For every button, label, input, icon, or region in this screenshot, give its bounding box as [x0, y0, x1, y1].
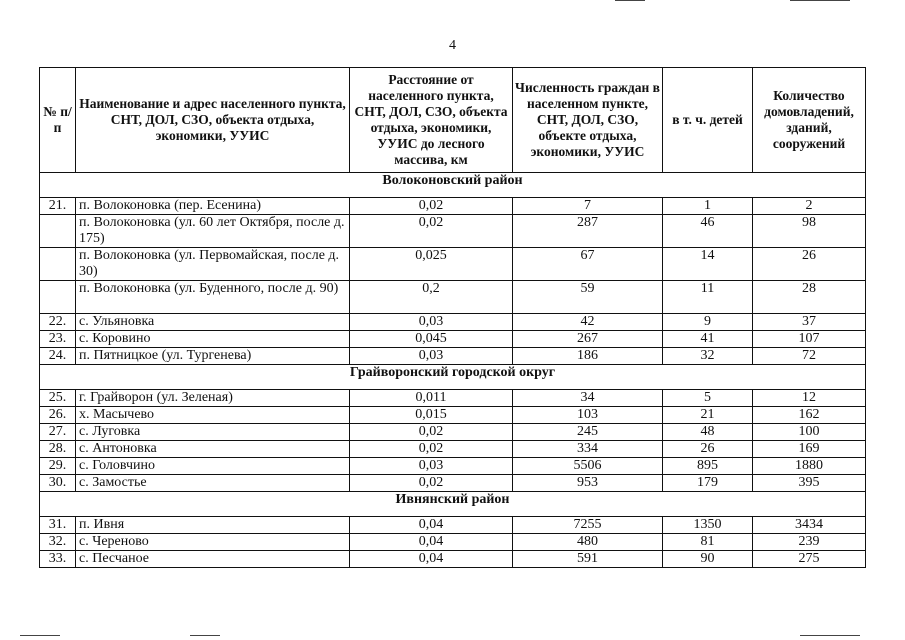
- cell-num: 25.: [40, 390, 76, 407]
- cell-num: 21.: [40, 198, 76, 215]
- scan-edge-mark: [615, 0, 645, 1]
- cell-name: с. Песчаное: [76, 551, 350, 568]
- cell-name: с. Ульяновка: [76, 314, 350, 331]
- cell-num: 29.: [40, 458, 76, 475]
- cell-population: 591: [513, 551, 663, 568]
- cell-households: 100: [753, 424, 866, 441]
- cell-children: 32: [663, 348, 753, 365]
- cell-households: 162: [753, 407, 866, 424]
- cell-population: 334: [513, 441, 663, 458]
- table-row: [40, 424, 866, 441]
- cell-distance: 0,2: [350, 281, 513, 314]
- cell-households: 26: [753, 248, 866, 281]
- scan-edge-mark: [20, 635, 60, 636]
- header-households: Количество домовладений, зданий, сооружений: [753, 68, 866, 173]
- table-row: [40, 390, 866, 407]
- page-number: 4: [449, 38, 456, 53]
- cell-children: 5: [663, 390, 753, 407]
- section-row: [40, 365, 866, 390]
- cell-population: 7255: [513, 517, 663, 534]
- table-row: [40, 517, 866, 534]
- cell-name: с. Коровино: [76, 331, 350, 348]
- cell-children: 1350: [663, 517, 753, 534]
- table-body: [40, 173, 866, 568]
- cell-children: 41: [663, 331, 753, 348]
- cell-population: 953: [513, 475, 663, 492]
- cell-households: 275: [753, 551, 866, 568]
- header-population: Численность граждан в населенном пункте, СНТ, ДОЛ, СЗО, объекте отдыха, экономики, УУИС: [513, 68, 663, 173]
- scan-edge-mark: [790, 0, 850, 1]
- cell-children: 9: [663, 314, 753, 331]
- cell-distance: 0,011: [350, 390, 513, 407]
- cell-population: 5506: [513, 458, 663, 475]
- scan-edge-mark: [800, 635, 860, 636]
- cell-distance: 0,02: [350, 475, 513, 492]
- cell-population: 67: [513, 248, 663, 281]
- cell-children: 81: [663, 534, 753, 551]
- section-row: [40, 173, 866, 198]
- cell-population: 287: [513, 215, 663, 248]
- table-row: [40, 281, 866, 314]
- section-title: Грайворонский городской округ: [40, 365, 866, 390]
- table-row: [40, 441, 866, 458]
- cell-households: 3434: [753, 517, 866, 534]
- cell-name: п. Волоконовка (ул. 60 лет Октября, после д. 175): [76, 215, 350, 248]
- cell-name: х. Масычево: [76, 407, 350, 424]
- header-num: № п/п: [40, 68, 76, 173]
- cell-children: 11: [663, 281, 753, 314]
- cell-name: г. Грайворон (ул. Зеленая): [76, 390, 350, 407]
- table-row: [40, 198, 866, 215]
- cell-name: с. Череново: [76, 534, 350, 551]
- cell-children: 1: [663, 198, 753, 215]
- cell-num: 22.: [40, 314, 76, 331]
- section-title: Ивнянский район: [40, 492, 866, 517]
- cell-population: 34: [513, 390, 663, 407]
- cell-population: 480: [513, 534, 663, 551]
- scan-edge-mark: [190, 635, 220, 636]
- cell-distance: 0,04: [350, 534, 513, 551]
- table-row: [40, 348, 866, 365]
- cell-children: 46: [663, 215, 753, 248]
- table-row: [40, 475, 866, 492]
- cell-households: 107: [753, 331, 866, 348]
- cell-children: 48: [663, 424, 753, 441]
- cell-distance: 0,015: [350, 407, 513, 424]
- cell-households: 72: [753, 348, 866, 365]
- cell-num: 23.: [40, 331, 76, 348]
- cell-distance: 0,02: [350, 198, 513, 215]
- cell-num: 24.: [40, 348, 76, 365]
- header-distance: Расстояние от населенного пункта, СНТ, ДОЛ, СЗО, объекта отдыха, экономики, УУИС до лесного массива, км: [350, 68, 513, 173]
- cell-num: 28.: [40, 441, 76, 458]
- cell-population: 59: [513, 281, 663, 314]
- cell-households: 12: [753, 390, 866, 407]
- table-row: [40, 215, 866, 248]
- cell-name: п. Ивня: [76, 517, 350, 534]
- cell-population: 7: [513, 198, 663, 215]
- cell-name: п. Волоконовка (пер. Есенина): [76, 198, 350, 215]
- cell-distance: 0,045: [350, 331, 513, 348]
- cell-children: 21: [663, 407, 753, 424]
- cell-households: 28: [753, 281, 866, 314]
- cell-distance: 0,02: [350, 424, 513, 441]
- table-row: [40, 248, 866, 281]
- cell-households: 395: [753, 475, 866, 492]
- cell-households: 2: [753, 198, 866, 215]
- cell-households: 37: [753, 314, 866, 331]
- section-row: [40, 492, 866, 517]
- cell-name: п. Волоконовка (ул. Буденного, после д. 90): [76, 281, 350, 314]
- cell-num: 33.: [40, 551, 76, 568]
- cell-distance: 0,03: [350, 314, 513, 331]
- cell-households: 1880: [753, 458, 866, 475]
- cell-children: 14: [663, 248, 753, 281]
- table-header-row: [40, 68, 866, 173]
- cell-children: 26: [663, 441, 753, 458]
- cell-households: 239: [753, 534, 866, 551]
- cell-distance: 0,04: [350, 551, 513, 568]
- cell-population: 103: [513, 407, 663, 424]
- cell-name: с. Головчино: [76, 458, 350, 475]
- section-title: Волоконовский район: [40, 173, 866, 198]
- cell-households: 98: [753, 215, 866, 248]
- cell-children: 90: [663, 551, 753, 568]
- forest-proximity-table: [39, 67, 866, 568]
- cell-num: [40, 248, 76, 281]
- cell-num: 26.: [40, 407, 76, 424]
- header-name: Наименование и адрес населенного пункта, СНТ, ДОЛ, СЗО, объекта отдыха, экономики, УУИС: [76, 68, 350, 173]
- table-row: [40, 407, 866, 424]
- table-row: [40, 331, 866, 348]
- cell-distance: 0,03: [350, 458, 513, 475]
- cell-population: 42: [513, 314, 663, 331]
- cell-num: 27.: [40, 424, 76, 441]
- cell-distance: 0,02: [350, 441, 513, 458]
- cell-distance: 0,025: [350, 248, 513, 281]
- cell-children: 179: [663, 475, 753, 492]
- table-row: [40, 458, 866, 475]
- cell-name: с. Луговка: [76, 424, 350, 441]
- cell-distance: 0,02: [350, 215, 513, 248]
- cell-distance: 0,04: [350, 517, 513, 534]
- cell-name: с. Антоновка: [76, 441, 350, 458]
- cell-population: 245: [513, 424, 663, 441]
- table-row: [40, 551, 866, 568]
- cell-num: [40, 215, 76, 248]
- cell-name: п. Волоконовка (ул. Первомайская, после д. 30): [76, 248, 350, 281]
- cell-name: с. Замостье: [76, 475, 350, 492]
- cell-households: 169: [753, 441, 866, 458]
- cell-name: п. Пятницкое (ул. Тургенева): [76, 348, 350, 365]
- cell-num: 32.: [40, 534, 76, 551]
- header-children: в т. ч. детей: [663, 68, 753, 173]
- cell-num: 30.: [40, 475, 76, 492]
- cell-num: 31.: [40, 517, 76, 534]
- cell-distance: 0,03: [350, 348, 513, 365]
- cell-population: 186: [513, 348, 663, 365]
- table-row: [40, 534, 866, 551]
- cell-population: 267: [513, 331, 663, 348]
- cell-children: 895: [663, 458, 753, 475]
- table-row: [40, 314, 866, 331]
- cell-num: [40, 281, 76, 314]
